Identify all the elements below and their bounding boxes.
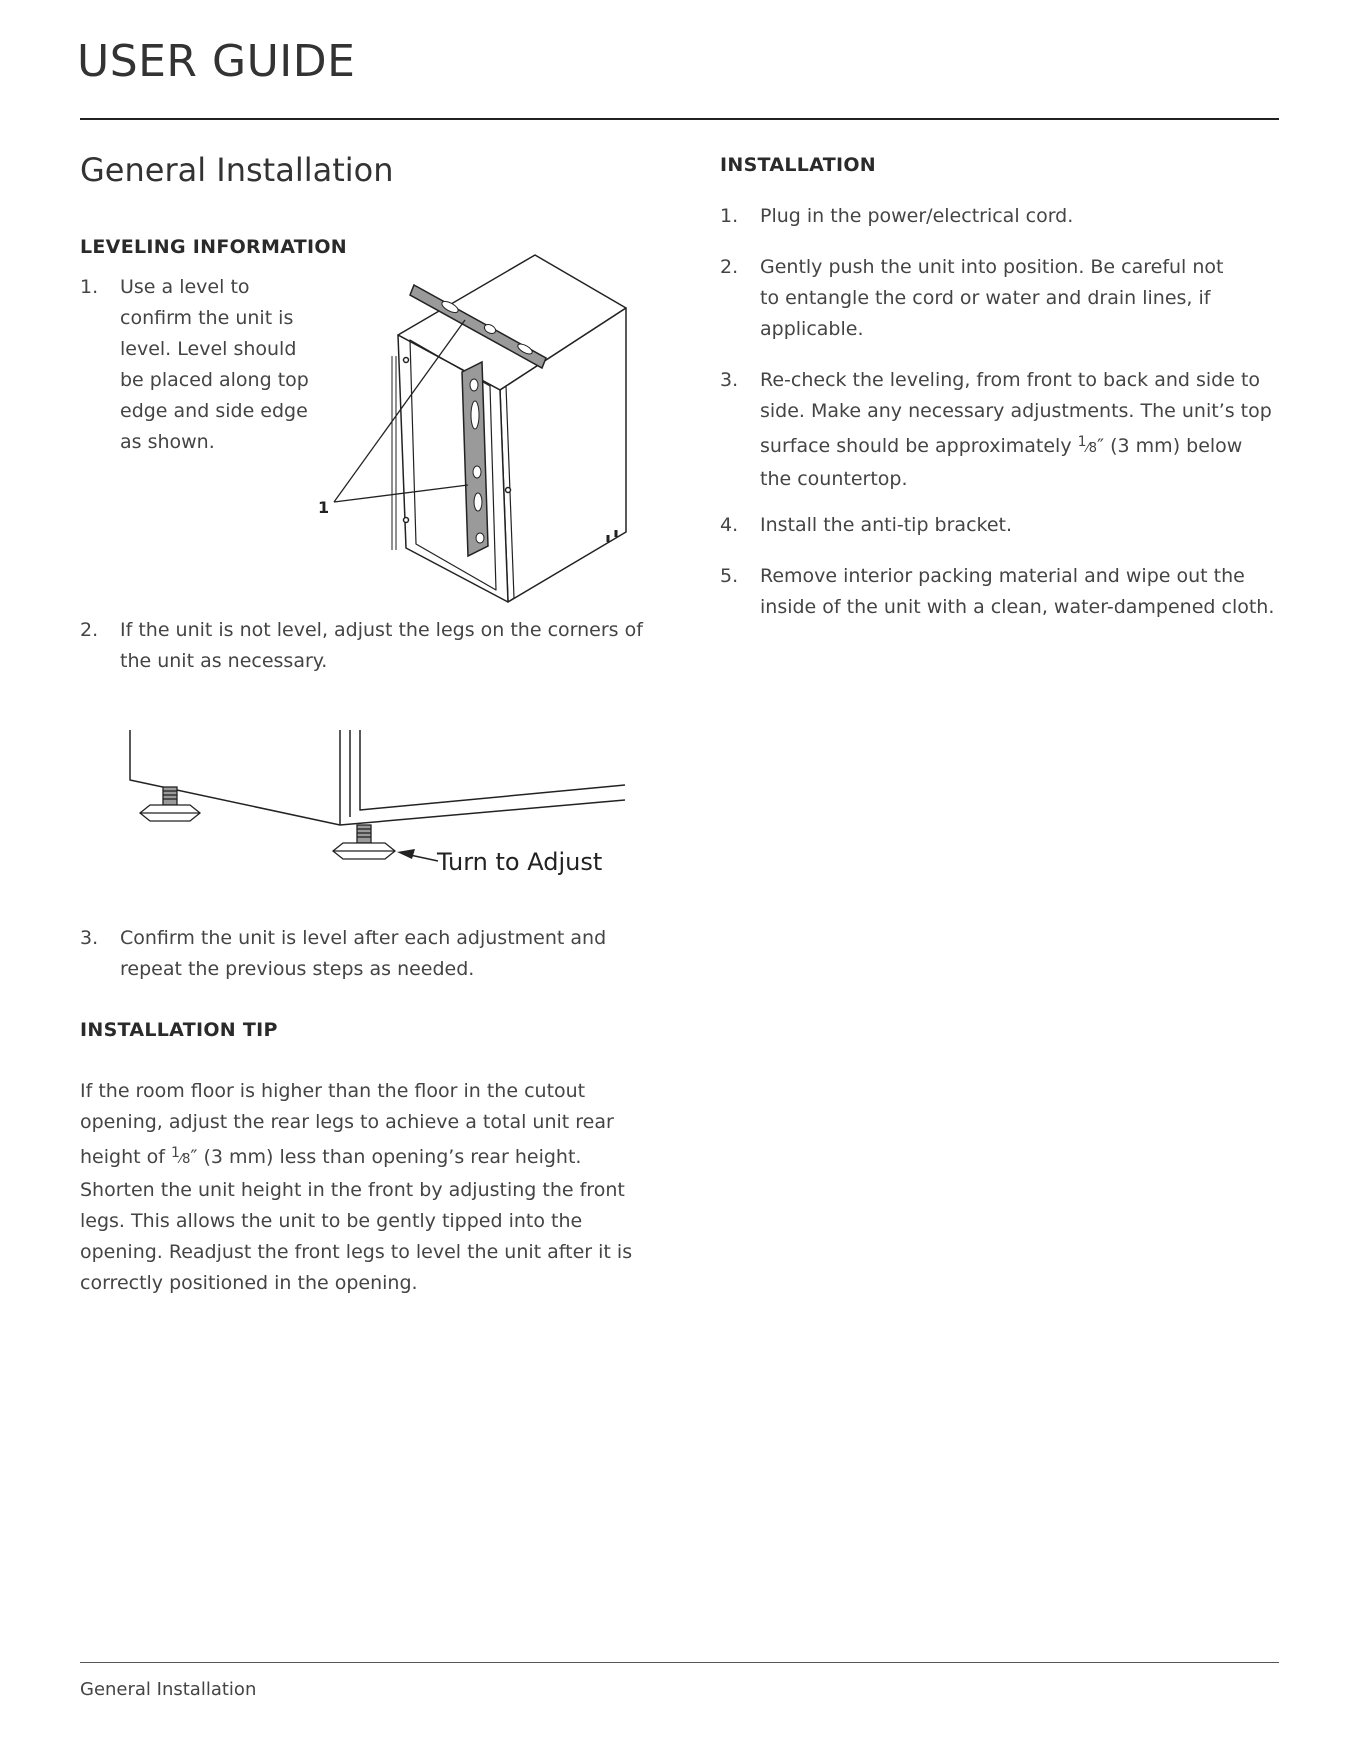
- step-line: repeat the previous steps as needed.: [120, 958, 475, 980]
- callout-number: 1: [318, 498, 330, 517]
- step-line: Plug in the power/electrical cord.: [760, 205, 1074, 227]
- step-number: 2.: [80, 619, 99, 641]
- document-title: USER GUIDE: [77, 36, 356, 87]
- step-text: [760, 561, 1274, 623]
- rear-leg: [140, 787, 200, 821]
- step-line: Remove interior packing material and wipe out the: [760, 565, 1245, 587]
- footer-divider: [80, 1662, 1279, 1663]
- step-line: side. Make any necessary adjustments. The unit’s top: [760, 400, 1272, 422]
- step-line: the countertop.: [760, 468, 908, 490]
- step-line: Install the anti-tip bracket.: [760, 514, 1013, 536]
- step-text: [120, 923, 606, 985]
- step-line: level. Level should: [120, 338, 297, 360]
- step-number: 1.: [720, 205, 739, 227]
- step-text: [760, 252, 1224, 345]
- front-leg: [333, 825, 395, 859]
- installation-tip-heading: INSTALLATION TIP: [80, 1019, 278, 1041]
- fraction-one-eighth: $^1$⁄8: [1077, 434, 1097, 456]
- step-line: applicable.: [760, 318, 864, 340]
- footer-section-label: General Installation: [80, 1679, 257, 1700]
- installation-tip-text: [80, 1076, 680, 1299]
- step-line: If the unit is not level, adjust the legs on the corners of: [120, 619, 643, 641]
- step-number: 5.: [720, 565, 739, 587]
- step-text: [760, 201, 1073, 232]
- step-line: surface should be approximately $^1$⁄8″ (3 mm) below: [760, 434, 1243, 457]
- step-line: to entangle the cord or water and drain lines, if: [760, 287, 1211, 309]
- step-line: Confirm the unit is level after each adjustment and: [120, 927, 607, 949]
- tip-line: opening, adjust the rear legs to achieve a total unit rear: [80, 1111, 614, 1133]
- unit-bottom-edge: [130, 730, 625, 825]
- step-text: [760, 510, 1012, 541]
- tip-line: correctly positioned in the opening.: [80, 1272, 418, 1294]
- step-line: as shown.: [120, 431, 215, 453]
- step-line: inside of the unit with a clean, water-dampened cloth.: [760, 596, 1275, 618]
- fraction-one-eighth: $^1$⁄8: [170, 1145, 191, 1167]
- tip-line: If the room floor is higher than the floor in the cutout: [80, 1080, 586, 1102]
- step-text: [760, 365, 1272, 495]
- turn-to-adjust-label: Turn to Adjust: [437, 848, 603, 876]
- step-number: 3.: [720, 369, 739, 391]
- step-text: [120, 615, 643, 677]
- step-line: Gently push the unit into position. Be careful not: [760, 256, 1224, 278]
- step-line: Re-check the leveling, from front to back and side to: [760, 369, 1261, 391]
- tip-line: height of $^1$⁄8″ (3 mm) less than opening’s rear height.: [80, 1145, 582, 1168]
- step-line: Use a level to: [120, 276, 250, 298]
- section-title: General Installation: [80, 151, 394, 189]
- header-divider: [80, 118, 1279, 120]
- installation-heading: INSTALLATION: [720, 154, 876, 176]
- step-line: confirm the unit is: [120, 307, 294, 329]
- tip-line: Shorten the unit height in the front by adjusting the front: [80, 1179, 625, 1201]
- leveling-heading: LEVELING INFORMATION: [80, 236, 348, 258]
- step-line: edge and side edge: [120, 400, 308, 422]
- tip-line: opening. Readjust the front legs to level the unit after it is: [80, 1241, 633, 1263]
- step-line: be placed along top: [120, 369, 309, 391]
- tip-line: legs. This allows the unit to be gently tipped into the: [80, 1210, 583, 1232]
- leveling-illustration: [310, 250, 630, 610]
- step-line: the unit as necessary.: [120, 650, 328, 672]
- adjust-arrow: [397, 849, 438, 861]
- step-number: 2.: [720, 256, 739, 278]
- step-number: 1.: [80, 276, 99, 298]
- step-number: 3.: [80, 927, 99, 949]
- step-text: [120, 272, 309, 458]
- leg-adjust-illustration: [125, 725, 625, 895]
- step-number: 4.: [720, 514, 739, 536]
